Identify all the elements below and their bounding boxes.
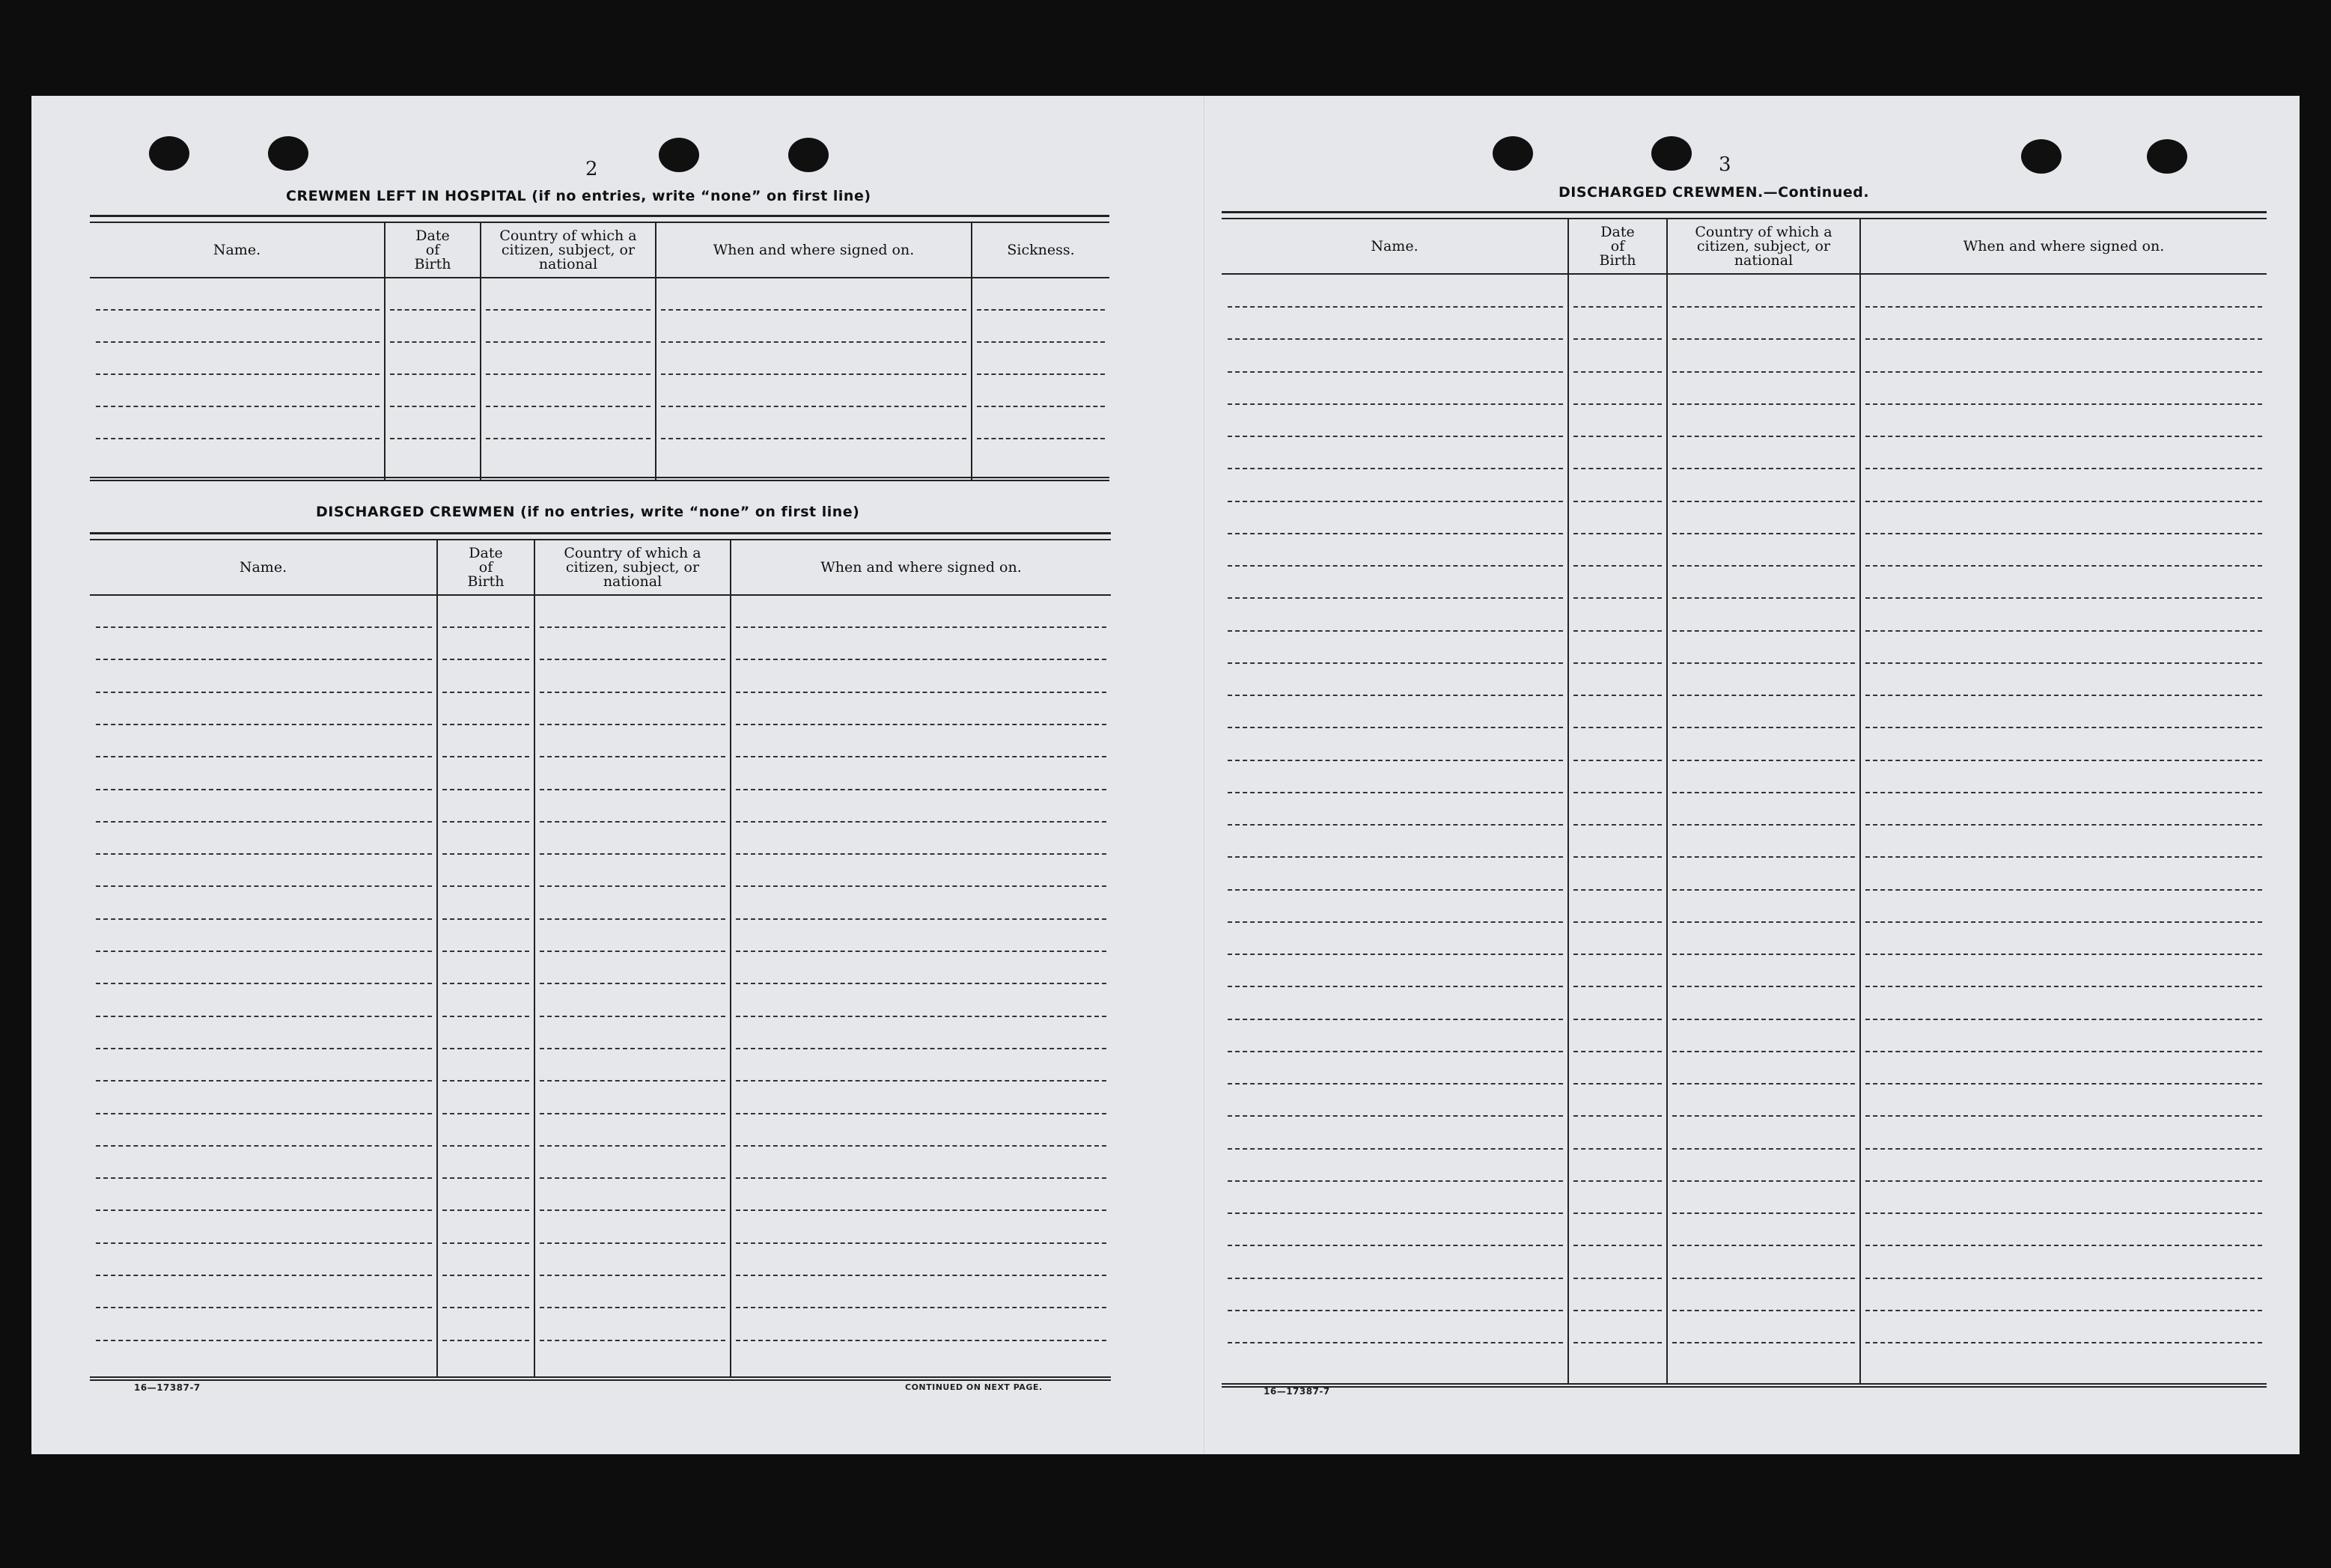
blank-entry-line [96,1080,432,1082]
blank-entry-line [1228,1115,1563,1117]
blank-entry-line [1228,1212,1563,1214]
blank-entry-line [442,885,529,887]
blank-entry-line [1228,306,1563,308]
blank-entry-line [1228,727,1563,728]
punch-hole [788,138,829,172]
blank-entry-line [1573,856,1662,858]
blank-entry-line [540,1080,725,1082]
blank-entry-line [390,406,475,407]
blank-entry-line [1672,695,1855,696]
blank-entry-line [1228,824,1563,826]
blank-entry-line [661,373,966,375]
blank-entry-line [96,659,432,660]
blank-entry-line [736,1145,1106,1147]
blank-entry-line [1865,436,2262,437]
col-header-sickness: Sickness. [1007,241,1075,258]
blank-entry-line [96,724,432,725]
punch-hole [1493,136,1533,171]
col-header-country: Country of which a citizen, subject, or national [499,227,637,272]
blank-entry-line [977,406,1105,407]
blank-entry-line [1865,662,2262,664]
blank-entry-line [736,821,1106,823]
blank-entry-line [540,1307,725,1308]
blank-entry-line [1672,662,1855,664]
blank-entry-line [1228,1245,1563,1246]
column-divider [1666,219,1668,1383]
blank-entry-line [1228,760,1563,761]
punch-hole [1651,136,1692,171]
column-divider [730,540,731,1376]
blank-entry-line [1672,1245,1855,1246]
blank-entry-line [1228,1342,1563,1343]
col-header-date-of-birth: Date of Birth [414,227,451,272]
blank-entry-line [1228,533,1563,534]
blank-entry-line [442,626,529,628]
blank-entry-line [1573,727,1662,728]
blank-entry-line [1228,501,1563,502]
blank-entry-line [1672,338,1855,340]
blank-entry-line [1228,921,1563,923]
blank-entry-line [736,1209,1106,1211]
blank-entry-line [1228,1180,1563,1182]
blank-entry-line [442,1113,529,1114]
blank-entry-line [1865,1212,2262,1214]
blank-entry-line [1865,338,2262,340]
punch-hole [268,136,308,171]
blank-entry-line [1865,1148,2262,1150]
blank-entry-line [1228,371,1563,373]
blank-entry-line [1865,1180,2262,1182]
blank-entry-line [96,1209,432,1211]
blank-entry-line [540,1177,725,1179]
blank-entry-line [1672,954,1855,955]
blank-entry-line [1865,1051,2262,1052]
blank-entry-line [1573,1278,1662,1279]
blank-entry-line [977,309,1105,311]
col-header-date-of-birth: Date of Birth [467,544,505,590]
blank-entry-line [1228,1019,1563,1020]
blank-entry-line [736,1113,1106,1114]
blank-entry-line [96,951,432,952]
blank-entry-line [661,406,966,407]
blank-entry-line [736,885,1106,887]
blank-entry-line [1672,921,1855,923]
header-rule [90,277,1109,278]
blank-entry-line [736,1307,1106,1308]
blank-entry-line [540,659,725,660]
blank-entry-line [1228,1051,1563,1052]
blank-entry-line [736,659,1106,660]
discharged-continued-table [1222,211,2267,1388]
blank-entry-line [1573,533,1662,534]
blank-entry-line [1865,306,2262,308]
page-number-right: 3 [1719,153,1731,176]
blank-entry-line [96,1145,432,1147]
blank-entry-line [1865,792,2262,793]
blank-entry-line [1865,1342,2262,1343]
blank-entry-line [1573,824,1662,826]
center-fold [1204,96,1206,1454]
blank-entry-line [390,438,475,439]
blank-entry-line [442,724,529,725]
blank-entry-line [96,756,432,757]
blank-entry-line [1865,727,2262,728]
punch-hole [2147,139,2187,174]
blank-entry-line [1672,792,1855,793]
blank-entry-line [390,373,475,375]
blank-entry-line [977,341,1105,343]
blank-entry-line [96,1048,432,1049]
blank-entry-line [540,885,725,887]
blank-entry-line [486,309,650,311]
column-divider [534,540,535,1376]
blank-entry-line [1573,436,1662,437]
blank-entry-line [1228,986,1563,987]
blank-entry-line [540,853,725,855]
blank-entry-line [96,853,432,855]
blank-entry-line [1228,1310,1563,1311]
col-header-date-of-birth: Date of Birth [1599,223,1636,269]
blank-entry-line [1672,1051,1855,1052]
blank-entry-line [1573,1019,1662,1020]
blank-entry-line [1865,1019,2262,1020]
blank-entry-line [540,1242,725,1244]
blank-entry-line [736,1275,1106,1276]
col-header-signed-on: When and where signed on. [713,241,915,258]
blank-entry-line [96,885,432,887]
blank-entry-line [1573,760,1662,761]
blank-entry-line [736,951,1106,952]
blank-entry-line [1228,597,1563,599]
blank-entry-line [96,821,432,823]
blank-entry-line [1573,630,1662,632]
blank-entry-line [1573,1148,1662,1150]
blank-entry-line [1672,1019,1855,1020]
blank-entry-line [1573,1051,1662,1052]
table-bottom-rule [1222,1383,2267,1388]
blank-entry-line [1573,986,1662,987]
blank-entry-line [1228,1083,1563,1085]
blank-entry-line [486,341,650,343]
blank-entry-line [540,724,725,725]
blank-entry-line [1228,565,1563,567]
blank-entry-line [442,1080,529,1082]
blank-entry-line [1573,306,1662,308]
table-bottom-rule [90,1376,1111,1381]
hospital-section-title: CREWMEN LEFT IN HOSPITAL (if no entries, write “none” on first line) [286,188,871,204]
blank-entry-line [96,341,380,343]
blank-entry-line [977,438,1105,439]
blank-entry-line [442,1242,529,1244]
form-number-right: 16—17387-7 [1264,1386,1330,1397]
blank-entry-line [1573,662,1662,664]
blank-entry-line [540,692,725,693]
blank-entry-line [1672,468,1855,469]
blank-entry-line [977,373,1105,375]
column-divider [1567,219,1569,1383]
blank-entry-line [736,789,1106,790]
blank-entry-line [96,789,432,790]
blank-entry-line [96,1177,432,1179]
col-header-name: Name. [1371,237,1419,254]
blank-entry-line [1865,760,2262,761]
blank-entry-line [442,1048,529,1049]
blank-entry-line [1573,338,1662,340]
punch-hole [149,136,189,171]
blank-entry-line [486,438,650,439]
blank-entry-line [736,626,1106,628]
blank-entry-line [540,983,725,984]
blank-entry-line [1672,436,1855,437]
blank-entry-line [1573,889,1662,891]
blank-entry-line [390,341,475,343]
table-top-rule [90,215,1109,223]
column-divider [1859,219,1861,1383]
blank-entry-line [1865,986,2262,987]
blank-entry-line [1672,986,1855,987]
blank-entry-line [1672,1310,1855,1311]
blank-entry-line [96,692,432,693]
blank-entry-line [442,821,529,823]
blank-entry-line [442,1209,529,1211]
col-header-country: Country of which a citizen, subject, or national [564,544,701,590]
blank-entry-line [736,692,1106,693]
blank-entry-line [96,918,432,920]
blank-entry-line [1865,371,2262,373]
blank-entry-line [540,1209,725,1211]
blank-entry-line [1573,1342,1662,1343]
blank-entry-line [442,1275,529,1276]
header-rule [1222,273,2267,275]
blank-entry-line [442,692,529,693]
blank-entry-line [1672,597,1855,599]
blank-entry-line [1672,1342,1855,1343]
blank-entry-line [442,756,529,757]
blank-entry-line [540,789,725,790]
blank-entry-line [486,373,650,375]
blank-entry-line [1865,695,2262,696]
blank-entry-line [96,406,380,407]
blank-entry-line [1865,565,2262,567]
blank-entry-line [540,756,725,757]
blank-entry-line [736,1048,1106,1049]
blank-entry-line [1865,1245,2262,1246]
blank-entry-line [1672,1180,1855,1182]
blank-entry-line [96,1275,432,1276]
table-top-rule [90,532,1111,540]
blank-entry-line [442,1307,529,1308]
blank-entry-line [736,1242,1106,1244]
blank-entry-line [540,951,725,952]
blank-entry-line [1672,630,1855,632]
blank-entry-line [540,918,725,920]
blank-entry-line [661,309,966,311]
blank-entry-line [1865,824,2262,826]
blank-entry-line [96,309,380,311]
blank-entry-line [540,1145,725,1147]
punch-hole [2021,139,2062,174]
blank-entry-line [1228,695,1563,696]
blank-entry-line [1672,727,1855,728]
blank-entry-line [1865,889,2262,891]
blank-entry-line [736,1177,1106,1179]
blank-entry-line [736,983,1106,984]
blank-entry-line [1865,1310,2262,1311]
blank-entry-line [1228,856,1563,858]
form-number-left: 16—17387-7 [134,1382,201,1393]
blank-entry-line [1672,403,1855,405]
blank-entry-line [736,1016,1106,1017]
blank-entry-line [1228,338,1563,340]
paper-sheet [31,96,2300,1454]
blank-entry-line [1865,1278,2262,1279]
blank-entry-line [736,853,1106,855]
blank-entry-line [1573,1180,1662,1182]
col-header-country: Country of which a citizen, subject, or national [1695,223,1832,269]
blank-entry-line [1672,533,1855,534]
blank-entry-line [661,438,966,439]
blank-entry-line [486,406,650,407]
blank-entry-line [1672,371,1855,373]
blank-entry-line [96,1307,432,1308]
continued-note: CONTINUED ON NEXT PAGE. [905,1382,1043,1392]
blank-entry-line [1573,1115,1662,1117]
blank-entry-line [1865,921,2262,923]
blank-entry-line [1573,403,1662,405]
blank-entry-line [1228,792,1563,793]
blank-entry-line [540,1340,725,1341]
hospital-table [90,215,1109,481]
blank-entry-line [96,1016,432,1017]
blank-entry-line [1865,1115,2262,1117]
blank-entry-line [1573,695,1662,696]
blank-entry-line [1672,824,1855,826]
blank-entry-line [736,724,1106,725]
blank-entry-line [1573,921,1662,923]
blank-entry-line [96,373,380,375]
blank-entry-line [736,1080,1106,1082]
blank-entry-line [1228,889,1563,891]
blank-entry-line [1672,889,1855,891]
table-bottom-rule [90,477,1109,481]
blank-entry-line [442,918,529,920]
blank-entry-line [442,1145,529,1147]
blank-entry-line [736,756,1106,757]
blank-entry-line [1228,436,1563,437]
blank-entry-line [1573,501,1662,502]
blank-entry-line [1865,954,2262,955]
blank-entry-line [96,1113,432,1114]
blank-entry-line [1573,371,1662,373]
col-header-signed-on: When and where signed on. [1963,237,2165,254]
blank-entry-line [1672,856,1855,858]
blank-entry-line [1865,1083,2262,1085]
blank-entry-line [442,1177,529,1179]
discharged-section-title: DISCHARGED CREWMEN (if no entries, write “none” on first line) [316,504,860,520]
blank-entry-line [96,438,380,439]
blank-entry-line [96,626,432,628]
blank-entry-line [540,1048,725,1049]
blank-entry-line [442,659,529,660]
blank-entry-line [1865,597,2262,599]
blank-entry-line [1573,565,1662,567]
col-header-name: Name. [213,241,261,258]
blank-entry-line [1672,1083,1855,1085]
blank-entry-line [540,821,725,823]
blank-entry-line [1672,501,1855,502]
blank-entry-line [540,1275,725,1276]
col-header-name: Name. [239,558,287,576]
blank-entry-line [1672,760,1855,761]
blank-entry-line [1865,856,2262,858]
blank-entry-line [1573,1083,1662,1085]
blank-entry-line [661,341,966,343]
blank-entry-line [1228,1278,1563,1279]
blank-entry-line [1672,1115,1855,1117]
blank-entry-line [96,983,432,984]
blank-entry-line [736,918,1106,920]
blank-entry-line [1865,468,2262,469]
blank-entry-line [1573,1245,1662,1246]
blank-entry-line [96,1242,432,1244]
blank-entry-line [1573,954,1662,955]
blank-entry-line [1573,1310,1662,1311]
col-header-signed-on: When and where signed on. [820,558,1022,576]
blank-entry-line [442,789,529,790]
blank-entry-line [1672,1212,1855,1214]
blank-entry-line [442,1340,529,1341]
blank-entry-line [96,1340,432,1341]
blank-entry-line [1228,662,1563,664]
blank-entry-line [1573,597,1662,599]
blank-entry-line [442,983,529,984]
blank-entry-line [1672,1148,1855,1150]
blank-entry-line [442,853,529,855]
blank-entry-line [1672,306,1855,308]
blank-entry-line [540,1113,725,1114]
page-number-left: 2 [585,158,598,180]
blank-entry-line [1228,468,1563,469]
column-divider [436,540,438,1376]
blank-entry-line [1573,1212,1662,1214]
blank-entry-line [540,1016,725,1017]
blank-entry-line [736,1340,1106,1341]
blank-entry-line [1228,954,1563,955]
blank-entry-line [1228,1148,1563,1150]
blank-entry-line [1672,1278,1855,1279]
blank-entry-line [1573,468,1662,469]
discharged-table [90,532,1111,1381]
blank-entry-line [1228,403,1563,405]
blank-entry-line [442,951,529,952]
header-rule [90,594,1111,596]
blank-entry-line [1865,630,2262,632]
blank-entry-line [1228,630,1563,632]
blank-entry-line [390,309,475,311]
blank-entry-line [1573,792,1662,793]
punch-hole [659,138,699,172]
table-top-rule [1222,211,2267,219]
blank-entry-line [1865,501,2262,502]
discharged-continued-title: DISCHARGED CREWMEN.—Continued. [1558,184,1870,201]
blank-entry-line [1865,403,2262,405]
blank-entry-line [442,1016,529,1017]
blank-entry-line [1672,565,1855,567]
blank-entry-line [1865,533,2262,534]
blank-entry-line [540,626,725,628]
